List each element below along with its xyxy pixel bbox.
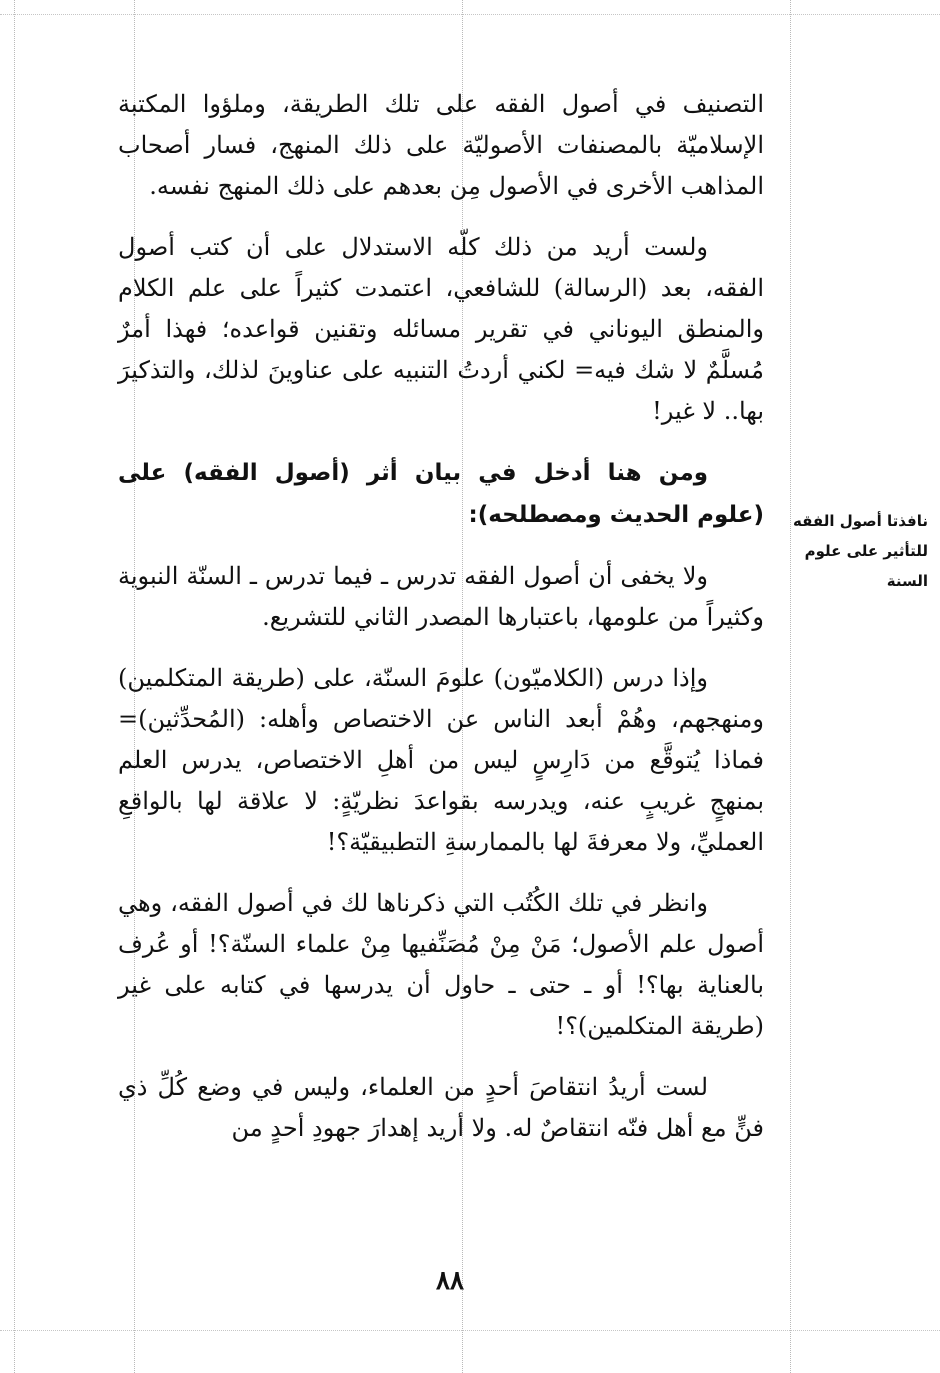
section-heading-paragraph: ومن هنا أدخل في بيان أثر (أصول الفقه) على (علوم الحديث ومصطلحه): — [118, 460, 764, 528]
scan-guide-line — [0, 1330, 940, 1331]
page-body — [118, 84, 764, 1169]
page-number: ٨٨ — [436, 1266, 464, 1296]
paragraph-5: وإذا درس (الكلاميّون) علومَ السنّة، على (طريقة المتكلمين) ومنهجهم، وهُمْ أبعد الناس عن الاختصاص وأهله: (المُحدِّثين)= فماذا يُتوقَّع من دَارِسٍ ليس من أهلِ الاختصاص، يدرس العلم بمنهجٍ غريبٍ عنه، ويدرسه بقواعدَ نظريّةٍ: لا علاقة لها بالواقعِ العمليِّ، ولا معرفةَ لها بالممارسةِ التطبيقيّة؟! — [118, 664, 764, 856]
scan-guide-line — [790, 0, 791, 1373]
scan-guide-line — [14, 0, 15, 1373]
paragraph-4: ولا يخفى أن أصول الفقه تدرس ـ فيما تدرس ـ السنّة النبوية وكثيراً من علومها، باعتبارها المصدر الثاني للتشريع. — [118, 562, 764, 631]
paragraph-1: التصنيف في أصول الفقه على تلك الطريقة، وملؤوا المكتبة الإسلاميّة بالمصنفات الأصوليّة على ذلك المنهج، فسار أصحاب المذاهب الأخرى في الأصول مِن بعدهم على ذلك المنهج نفسه. — [118, 90, 764, 200]
paragraph-7: لست أريدُ انتقاصَ أحدٍ من العلماء، وليس في وضع كُلِّ ذي فنٍّ مع أهل فنّه انتقاصٌ له. ولا أريد إهدارَ جهودِ أحدٍ من — [118, 1073, 764, 1142]
paragraph-6: وانظر في تلك الكُتُب التي ذكرناها لك في أصول الفقه، وهي أصول علم الأصول؛ مَنْ مِنْ مُصَنِّفيها مِنْ علماء السنّة؟! أو عُرف بالعناية بها؟! أو ـ حتى ـ حاول أن يدرسها في كتابه على غير (طريقة المتكلمين)؟! — [118, 889, 764, 1040]
scan-guide-line — [0, 14, 940, 15]
paragraph-2: ولست أريد من ذلك كلّه الاستدلال على أن كتب أصول الفقه، بعد (الرسالة) للشافعي، اعتمدت كثيراً على علم الكلام والمنطق اليوناني في تقرير مسائله وتقنين قواعده؛ فهذا أمرٌ مُسلَّمٌ لا شك فيه= لكني أردتُ التنبيه على عناوينَ لذلك، والتذكيرَ بها.. لا غير! — [118, 233, 764, 425]
margin-note: نافذتا أصول الفقه للتأثير على علوم السنة — [793, 512, 928, 590]
